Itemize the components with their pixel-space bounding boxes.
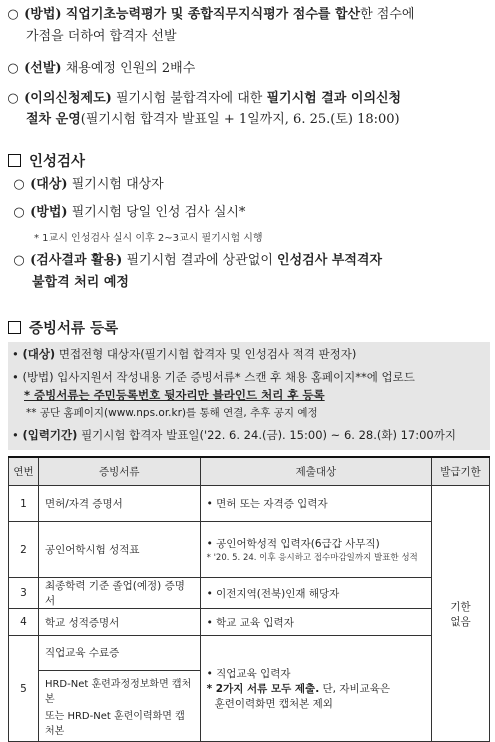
docs-blind-note: * 증빙서류는 주민등록번호 뒷자리만 블라인드 처리 후 등록	[24, 388, 325, 402]
docs-info-box	[8, 342, 490, 450]
square-icon	[8, 321, 21, 334]
personality-method: ○ (방법) 필기시험 당일 인성 검사 실시*	[13, 205, 246, 220]
table-row: 2 공인어학시험 성적표 • 공인어학성적 입력자(6급갑 사무직) * '20. 5. 24. 이후 응시하고 접수마감일까지 발표한 성적	[9, 522, 490, 578]
docs-heading: 증빙서류 등록	[8, 317, 118, 338]
deadline-cell: 기한 없음	[432, 486, 490, 742]
table-row: 3 최종학력 기준 졸업(예정) 증명서 • 이전지역(전북)인재 해당자	[9, 578, 490, 609]
docs-table	[8, 456, 490, 742]
personality-target: ○ (대상) 필기시험 대상자	[13, 177, 164, 192]
docs-target: • (대상) 면접전형 대상자(필기시험 합격자 및 인성검사 적격 판정자)	[12, 347, 357, 361]
square-icon	[8, 154, 21, 167]
selection-line: ○ (선발) 채용예정 인원의 2배수	[7, 61, 196, 76]
col-header-doc: 증빙서류	[38, 457, 200, 486]
appeal-line-2: 절차 운영(필기시험 합격자 발표일 + 1일까지, 6. 25.(토) 18:00)	[26, 112, 400, 127]
table-row: 5 직업교육 수료증 HRD-Net 훈련과정정보화면 캡처본 또는 HRD-Net 훈련이력화면 캡처본 • 직업교육 입력자 * 2가지 서류 모두 제출. 단, 자비교육은 훈련이력화면 캡처본 제외	[9, 636, 490, 742]
col-header-deadline: 발급기한	[432, 457, 490, 486]
method-line-2: 가점을 더하여 합격자 선발	[26, 29, 177, 44]
personality-note: * 1교시 인성검사 실시 이후 2~3교시 필기시험 시행	[34, 233, 263, 244]
col-header-target: 제출대상	[200, 457, 431, 486]
table-header-row	[9, 457, 490, 486]
docs-period: • (입력기간) 필기시험 합격자 발표일('22. 6. 24.(금). 15:00) ~ 6. 28.(화) 17:00까지	[12, 428, 456, 442]
col-header-no: 연번	[9, 457, 39, 486]
docs-homepage-note: ** 공단 홈페이지(www.nps.or.kr)를 통해 연결, 추후 공지 예정	[26, 407, 318, 419]
table-row: 4 학교 성적증명서 • 학교 교육 입력자	[9, 609, 490, 636]
docs-method: • (방법) 입사지원서 작성내용 기준 증빙서류* 스캔 후 채용 홈페이지**에 업로드	[12, 370, 415, 384]
appeal-line: ○ (이의신청제도) 필기시험 불합격자에 대한 필기시험 결과 이의신청	[7, 91, 402, 106]
method-line: ○ (방법) 직업기초능력평가 및 종합직무지식평가 점수를 합산한 점수에	[7, 7, 415, 22]
method-label: (방법)	[24, 7, 62, 22]
table-row: 1 면허/자격 증명서 • 면허 또는 자격증 입력자 기한 없음	[9, 486, 490, 522]
personality-heading: 인성검사	[8, 150, 85, 171]
personality-usage-2: 불합격 처리 예정	[32, 275, 129, 290]
personality-usage: ○ (검사결과 활용) 필기시험 결과에 상관없이 인성검사 부적격자	[13, 253, 383, 268]
